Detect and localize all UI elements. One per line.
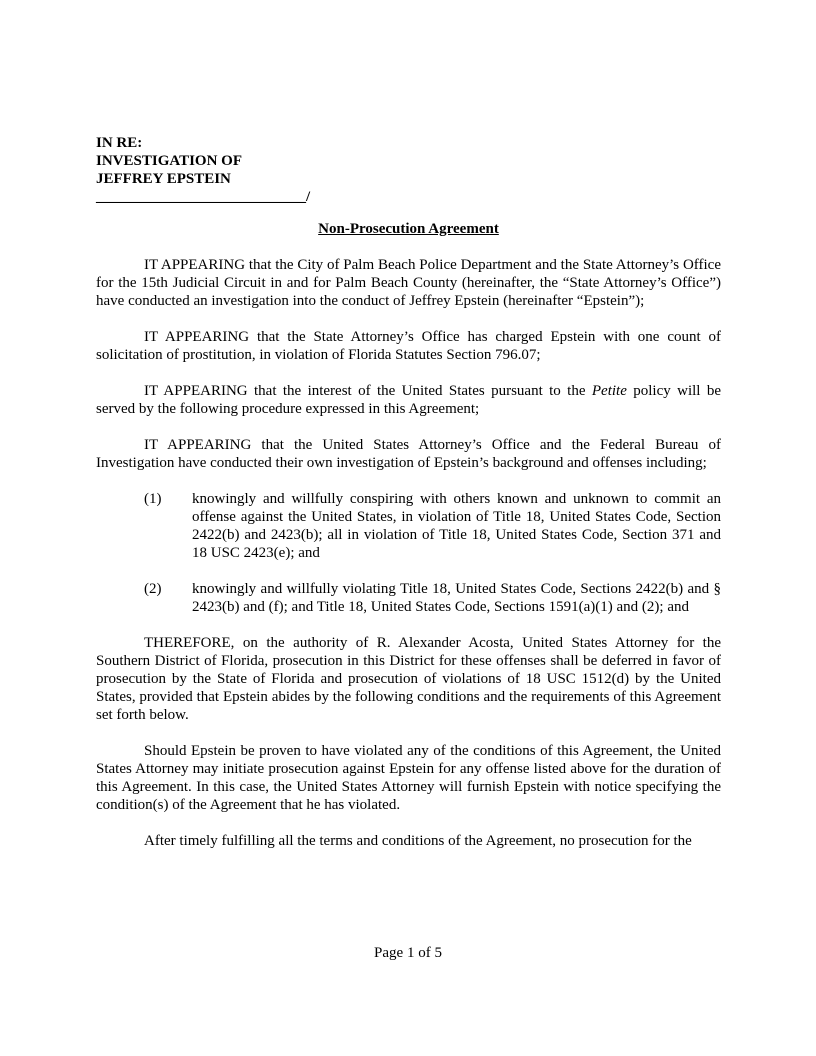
list-item <box>96 490 721 562</box>
caption-rule: ____________________________/ <box>96 189 311 205</box>
page-number: Page 1 of 5 <box>374 945 442 961</box>
case-caption <box>96 134 721 206</box>
list-item-text: knowingly and willfully violating Title 18, United States Code, Sections 2422(b) and § 2423(b) and (f); and Title 18, United States Code, Sections 1591(a)(1) and (2); and <box>192 581 721 615</box>
paragraph-4: IT APPEARING that the United States Attorney’s Office and the Federal Bureau of Investigation have conducted their own investigation of Epstein’s background and offenses including; <box>96 437 721 471</box>
paragraph-1: IT APPEARING that the City of Palm Beach Police Department and the State Attorney’s Office for the 15th Judicial Circuit in and for Palm Beach County (hereinafter, the “State Attorney’s Office”) have conducted an investigation into the conduct of Jeffrey Epstein (hereinafter “Epstein”); <box>96 257 721 309</box>
petite-policy-term: Petite <box>591 383 627 399</box>
paragraph-3-end: policy will be served by the following procedure expressed in this Agreement; <box>96 383 721 417</box>
paragraph-3 <box>96 382 721 418</box>
list-item-number: (2) <box>144 581 162 597</box>
paragraph-5: THEREFORE, on the authority of R. Alexander Acosta, United States Attorney for the Southern District of Florida, prosecution in this District for these offenses shall be deferred in favor of prosecution by the State of Florida and prosecution of violations of 18 USC 1512(d) by the United States, provided that Epstein abides by the following conditions and the requirements of this Agreement set forth below. <box>96 635 721 723</box>
caption-line-subject: JEFFREY EPSTEIN <box>96 171 231 187</box>
paragraph-7: After timely fulfilling all the terms and conditions of the Agreement, no prosecution for the <box>144 833 692 849</box>
document-title: Non-Prosecution Agreement <box>318 221 499 237</box>
list-item <box>96 580 721 616</box>
paragraph-3-start: IT APPEARING that the interest of the United States pursuant to the <box>144 383 592 399</box>
document-page <box>96 134 721 850</box>
paragraph-2: IT APPEARING that the State Attorney’s Office has charged Epstein with one count of solicitation of prostitution, in violation of Florida Statutes Section 796.07; <box>96 329 721 363</box>
caption-line-in-re: IN RE: <box>96 135 143 151</box>
paragraph-6: Should Epstein be proven to have violated any of the conditions of this Agreement, the United States Attorney may initiate prosecution against Epstein for any offense listed above for the duration of this Agreement. In this case, the United States Attorney will furnish Epstein with notice specifying the condition(s) of the Agreement that he has violated. <box>96 743 721 813</box>
list-item-text: knowingly and willfully conspiring with others known and unknown to commit an offense against the United States, in violation of Title 18, United States Code, Section 2422(b) and 2423(b); all in violation of Title 18, United States Code, Section 371 and 18 USC 2423(e); and <box>192 491 721 561</box>
list-item-number: (1) <box>144 491 162 507</box>
caption-line-investigation: INVESTIGATION OF <box>96 153 243 169</box>
